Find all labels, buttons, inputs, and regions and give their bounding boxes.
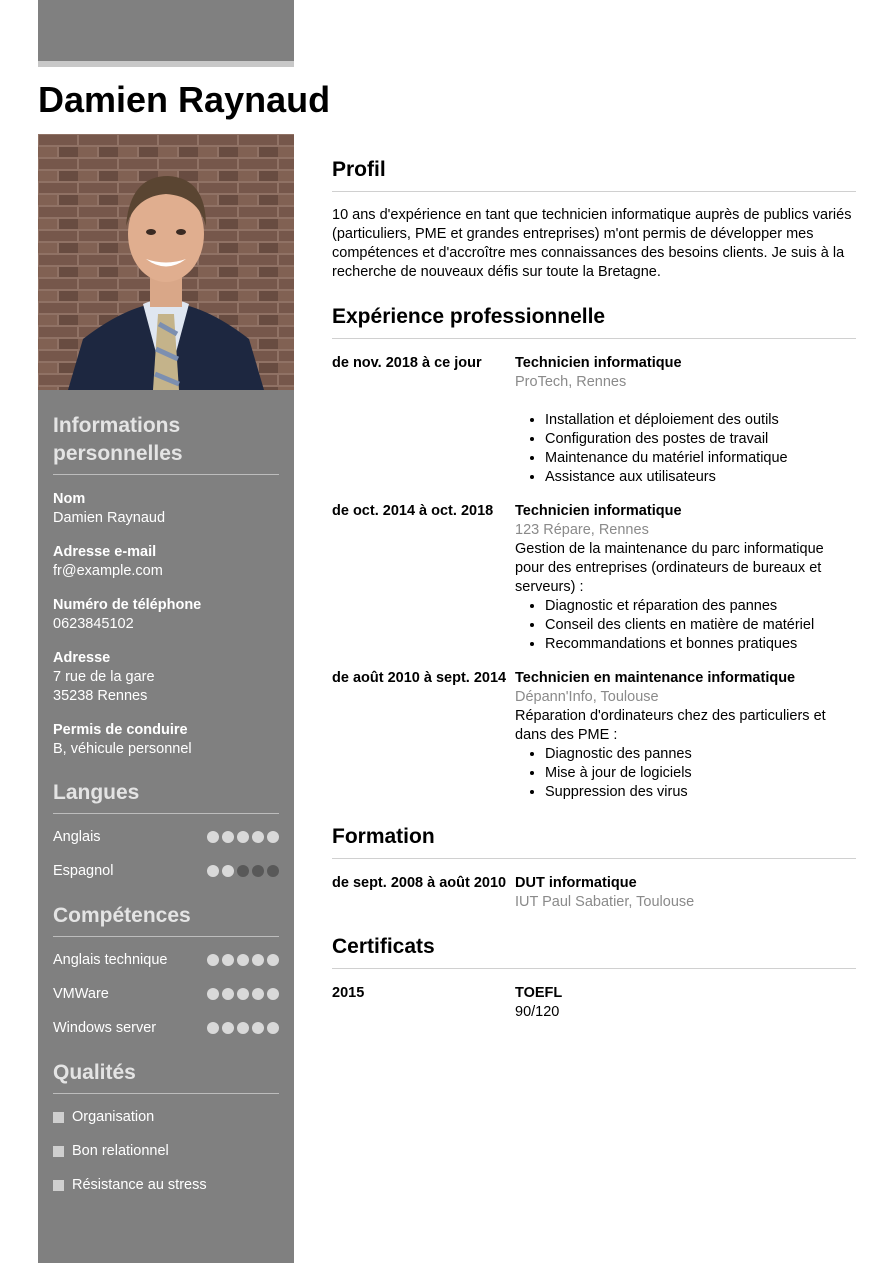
rating-dot-filled (222, 954, 234, 966)
field-value: Damien Raynaud (53, 510, 166, 526)
experience-entry (332, 669, 856, 802)
rating-dot-filled (237, 988, 249, 1000)
entry-description: Gestion de la maintenance du parc informatique pour des entreprises (ordinateurs de bureaux et serveurs) : (515, 541, 824, 595)
skill-label: Windows server (53, 1020, 157, 1036)
quality-label: Bon relationnel (72, 1143, 169, 1159)
main-content (332, 155, 856, 1022)
quality-item (53, 1168, 279, 1202)
rating-dot-filled (252, 1022, 264, 1034)
task-item: • Installation et déploiement des outils (545, 411, 856, 430)
rating-dot-filled (222, 1022, 234, 1034)
quality-item (53, 1100, 279, 1134)
rating-dot-filled (252, 831, 264, 843)
task-item: • Suppression des virus (545, 783, 856, 802)
field-label: Adresse e-mail (53, 544, 157, 560)
field-value: 0623845102 (53, 616, 134, 632)
personal-info-title: Informations personnelles (53, 412, 279, 475)
skill-label: Anglais technique (53, 952, 168, 968)
skill-row (53, 1011, 279, 1045)
task-item: • Maintenance du matériel informatique (545, 449, 856, 468)
entry-organisation: Dépann'Info, Toulouse (515, 689, 659, 705)
field-email (53, 543, 279, 581)
quality-label: Organisation (72, 1109, 155, 1125)
field-label: Nom (53, 491, 86, 507)
entry-role: TOEFL (515, 985, 563, 1001)
language-row (53, 820, 279, 854)
rating-dot-filled (222, 988, 234, 1000)
field-driving-licence (53, 721, 279, 759)
field-value: fr@example.com (53, 563, 163, 579)
rating-dot-filled (207, 865, 219, 877)
rating-dots (207, 1022, 279, 1034)
square-bullet-icon (53, 1180, 64, 1191)
rating-dots (207, 988, 279, 1000)
candidate-name: Damien Raynaud (38, 79, 331, 120)
rating-dot-filled (267, 988, 279, 1000)
entry-role: DUT informatique (515, 875, 637, 891)
rating-dot-filled (237, 831, 249, 843)
profile-photo (38, 134, 294, 390)
rating-dot-filled (252, 954, 264, 966)
quality-item (53, 1134, 279, 1168)
experience-entry (332, 502, 856, 654)
rating-dot-filled (237, 1022, 249, 1034)
education-title: Formation (332, 822, 856, 859)
certificates-section (332, 932, 856, 1022)
qualities-title: Qualités (53, 1059, 279, 1094)
task-item: • Configuration des postes de travail (545, 430, 856, 449)
language-label: Anglais (53, 829, 101, 845)
field-value: 35238 Rennes (53, 688, 148, 704)
field-label: Permis de conduire (53, 722, 188, 738)
header-band (38, 0, 294, 61)
skill-row (53, 943, 279, 977)
entry-role: Technicien en maintenance informatique (515, 670, 796, 686)
rating-dot-filled (222, 831, 234, 843)
entry-role: Technicien informatique (515, 355, 682, 371)
rating-dot-empty (252, 865, 264, 877)
task-item: • Diagnostic des pannes (545, 745, 856, 764)
square-bullet-icon (53, 1112, 64, 1123)
task-item: • Recommandations et bonnes pratiques (545, 635, 856, 654)
header-band-underline (38, 61, 294, 67)
task-list (515, 745, 856, 802)
field-label: Adresse (53, 650, 111, 666)
certificates-title: Certificats (332, 932, 856, 969)
profile-section (332, 155, 856, 282)
rating-dot-empty (237, 865, 249, 877)
experience-section (332, 302, 856, 802)
rating-dots (207, 954, 279, 966)
task-item: • Diagnostic et réparation des pannes (545, 597, 856, 616)
entry-date: de août 2010 à sept. 2014 (332, 670, 507, 686)
task-item: • Mise à jour de logiciels (545, 764, 856, 783)
skills-title: Compétences (53, 902, 279, 937)
entry-detail: 90/120 (515, 1004, 560, 1020)
rating-dot-filled (237, 954, 249, 966)
education-entry (332, 874, 856, 912)
task-item: • Assistance aux utilisateurs (545, 468, 856, 487)
experience-title: Expérience professionnelle (332, 302, 856, 339)
rating-dot-empty (267, 865, 279, 877)
certificate-entry (332, 984, 856, 1022)
entry-organisation: IUT Paul Sabatier, Toulouse (515, 894, 695, 910)
rating-dot-filled (267, 831, 279, 843)
quality-label: Résistance au stress (72, 1177, 207, 1193)
field-label: Numéro de téléphone (53, 597, 202, 613)
field-value: 7 rue de la gare (53, 669, 155, 685)
rating-dot-filled (207, 1022, 219, 1034)
entry-date: de nov. 2018 à ce jour (332, 355, 482, 371)
field-address (53, 649, 279, 706)
profile-title: Profil (332, 155, 856, 192)
rating-dot-filled (252, 988, 264, 1000)
rating-dot-filled (267, 954, 279, 966)
task-item: • Conseil des clients en matière de matériel (545, 616, 856, 635)
experience-entry (332, 354, 856, 487)
rating-dot-filled (222, 865, 234, 877)
field-value: B, véhicule personnel (53, 741, 192, 757)
language-label: Espagnol (53, 863, 114, 879)
education-section (332, 822, 856, 912)
rating-dot-filled (207, 954, 219, 966)
rating-dots (207, 865, 279, 877)
language-row (53, 854, 279, 888)
rating-dots (207, 831, 279, 843)
skill-row (53, 977, 279, 1011)
languages-title: Langues (53, 779, 279, 814)
entry-description: Réparation d'ordinateurs chez des particuliers et dans des PME : (515, 708, 826, 743)
rating-dot-filled (207, 988, 219, 1000)
rating-dot-filled (267, 1022, 279, 1034)
field-phone (53, 596, 279, 634)
skill-label: VMWare (53, 986, 109, 1002)
rating-dot-filled (207, 831, 219, 843)
task-list (515, 597, 856, 654)
entry-date: 2015 (332, 985, 365, 1001)
entry-date: de oct. 2014 à oct. 2018 (332, 503, 494, 519)
entry-organisation: ProTech, Rennes (515, 374, 627, 390)
profile-text: 10 ans d'expérience en tant que technicien informatique auprès de publics variés (particuliers, PME et grandes entreprises) m'ont permis de développer mes compétences et d'accroître mes connaissances des besoins clients. Je suis à la recherche de nouveaux défis sur toute la Bretagne. (332, 207, 852, 280)
sidebar (38, 134, 294, 1263)
entry-date: de sept. 2008 à août 2010 (332, 875, 507, 891)
field-name (53, 490, 279, 528)
entry-role: Technicien informatique (515, 503, 682, 519)
entry-organisation: 123 Répare, Rennes (515, 522, 649, 538)
square-bullet-icon (53, 1146, 64, 1157)
task-list (515, 411, 856, 487)
